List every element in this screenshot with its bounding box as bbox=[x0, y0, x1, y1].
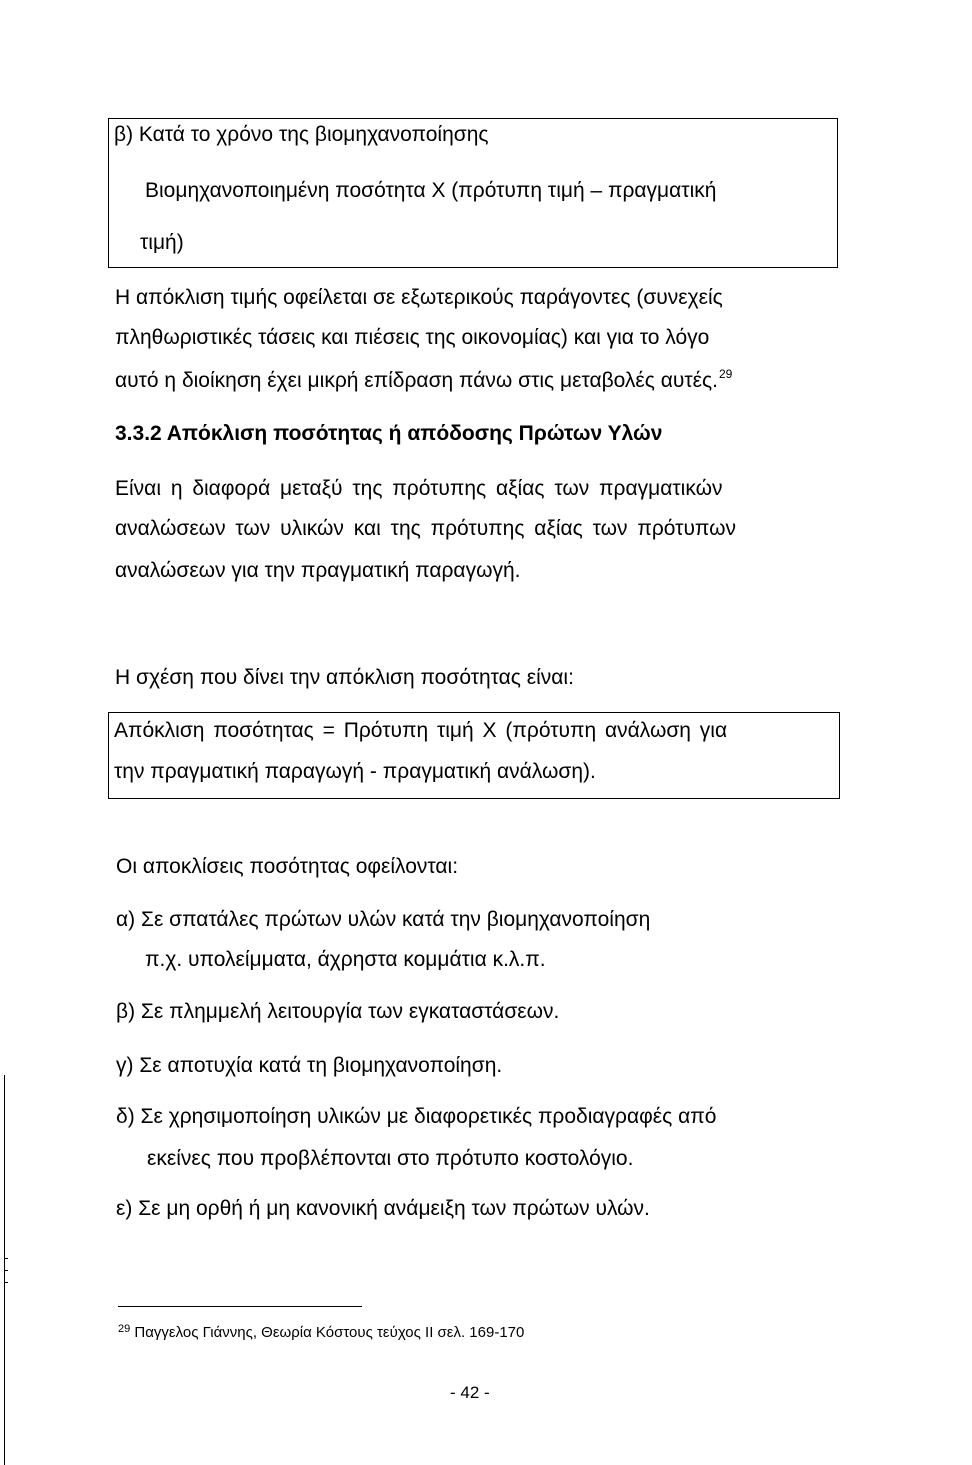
section-heading: 3.3.2 Απόκλιση ποσότητας ή απόδοσης Πρώτων Υλών bbox=[115, 422, 663, 445]
box1-line1: β) Κατά το χρόνο της βιομηχανοποίησης bbox=[114, 123, 489, 146]
page-number: - 42 - bbox=[450, 1383, 490, 1402]
para1-line1: Η απόκλιση τιμής οφείλεται σε εξωτερικούς παράγοντες (συνεχείς bbox=[115, 286, 723, 309]
cause-d-line1: δ) Σε χρησιμοποίηση υλικών με διαφορετικές προδιαγραφές από bbox=[116, 1105, 717, 1128]
box1-line2: Βιομηχανοποιημένη ποσότητα Χ (πρότυπη τιμή – πραγματική bbox=[145, 179, 717, 202]
box2-line1: Απόκλιση ποσότητας = Πρότυπη τιμή Χ (πρότυπη ανάλωση για bbox=[114, 719, 728, 742]
footnote-text: Παγγελος Γιάννης, Θεωρία Κόστους τεύχος ΙΙ σελ. 169-170 bbox=[134, 1324, 525, 1341]
footnote-ref: 29 bbox=[719, 367, 733, 381]
cause-e: ε) Σε μη ορθή ή μη κανονική ανάμειξη των πρώτων υλών. bbox=[116, 1197, 650, 1220]
para1-line2: πληθωριστικές τάσεις και πιέσεις της οικονομίας) και για το λόγο bbox=[115, 326, 710, 349]
causes-intro: Οι αποκλίσεις ποσότητας οφείλονται: bbox=[116, 855, 459, 878]
para2-line1: Είναι η διαφορά μεταξύ της πρότυπης αξίας των πραγματικών bbox=[115, 477, 723, 500]
para2-line3: αναλώσεων για την πραγματική παραγωγή. bbox=[115, 559, 521, 582]
scan-edge-tick bbox=[4, 1258, 8, 1259]
footnote-separator bbox=[118, 1306, 362, 1307]
cause-a-line1: α) Σε σπατάλες πρώτων υλών κατά την βιομηχανοποίηση bbox=[116, 908, 651, 931]
box1-line3: τιμή) bbox=[140, 231, 184, 254]
footnote bbox=[118, 1325, 524, 1340]
box2-line2: την πραγματική παραγωγή - πραγματική ανάλωση). bbox=[114, 760, 596, 783]
scan-edge-tick bbox=[4, 1270, 8, 1271]
cause-d-line2: εκείνες που προβλέπονται στο πρότυπο κοστολόγιο. bbox=[147, 1147, 634, 1170]
relation-intro: Η σχέση που δίνει την απόκλιση ποσότητας είναι: bbox=[115, 666, 574, 689]
cause-b: β) Σε πλημμελή λειτουργία των εγκαταστάσεων. bbox=[116, 1000, 560, 1023]
scan-edge-tick bbox=[4, 1282, 8, 1283]
cause-a-line2: π.χ. υπολείμματα, άχρηστα κομμάτια κ.λ.π. bbox=[145, 948, 546, 971]
footnote-number: 29 bbox=[118, 1323, 131, 1335]
para2-line2: αναλώσεων των υλικών και της πρότυπης αξίας των πρότυπων bbox=[115, 517, 737, 540]
para1-line3: αυτό η διοίκηση έχει μικρή επίδραση πάνω στις μεταβολές αυτές.$^{29}$ bbox=[115, 367, 733, 392]
cause-c: γ) Σε αποτυχία κατά τη βιομηχανοποίηση. bbox=[116, 1054, 503, 1077]
